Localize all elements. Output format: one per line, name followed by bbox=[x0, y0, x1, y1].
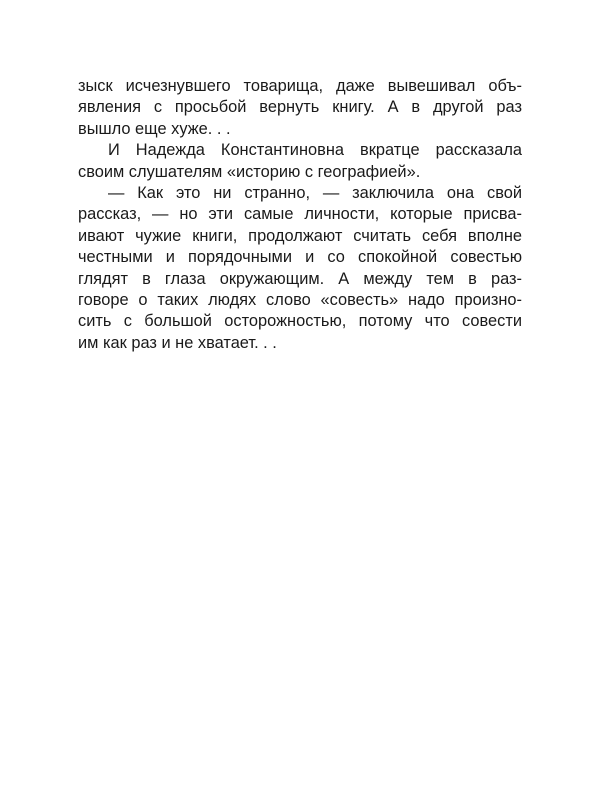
page-text bbox=[78, 76, 522, 354]
text-line: честными и порядочными и со спокойной совестью bbox=[78, 248, 522, 267]
text-line: — Как это ни странно, — заключила она свой bbox=[108, 183, 522, 202]
text-line: своим слушателям «историю с географией». bbox=[78, 162, 421, 181]
text-line: явления с просьбой вернуть книгу. А в другой раз bbox=[78, 98, 522, 117]
text-line: им как раз и не хватает. . . bbox=[78, 333, 277, 352]
text-line: ивают чужие книги, продолжают считать себя вполне bbox=[78, 226, 522, 245]
text-line: зыск исчезнувшего товарища, даже вывешивал объ- bbox=[78, 77, 522, 95]
text-line: вышло еще хуже. . . bbox=[78, 119, 231, 138]
text-line: сить с большой осторожностью, потому что совести bbox=[78, 312, 522, 331]
text-line: глядят в глаза окружающим. А между тем в раз- bbox=[78, 269, 522, 288]
text-line: И Надежда Константиновна вкратце рассказала bbox=[108, 141, 522, 160]
text-line: говоре о таких людях слово «совесть» надо произно- bbox=[78, 290, 522, 309]
text-line: рассказ, — но эти самые личности, которые присва- bbox=[78, 205, 522, 224]
